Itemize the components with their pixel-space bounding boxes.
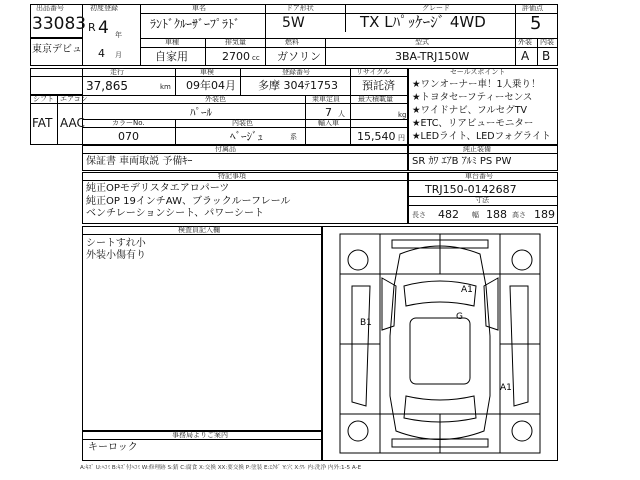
- chassis-value: TRJ150-0142687: [425, 183, 517, 196]
- fuel-label: 燃料: [285, 38, 299, 46]
- height-label: 高さ: [512, 211, 526, 219]
- grade: TX Lﾊﾟｯｹｰｼﾞ 4WD: [360, 13, 486, 31]
- ext-grade: A: [521, 49, 530, 63]
- divider: [345, 4, 346, 32]
- year-unit: 年: [115, 31, 122, 39]
- special-line: 純正OP 19インチAW、ブラックルーフレール: [86, 195, 291, 207]
- docs-title: 付属品: [215, 145, 236, 153]
- special-title: 特記事項: [218, 172, 246, 180]
- door: 5W: [282, 15, 305, 31]
- load-unit: kg: [398, 111, 407, 119]
- cc-unit: cc: [252, 54, 260, 62]
- first-reg-label: 初度登録: [90, 4, 118, 12]
- divider: [175, 119, 176, 145]
- chassis-title: 車台番号: [465, 172, 493, 180]
- capacity-unit: 人: [338, 110, 345, 118]
- inspection-label: 車検: [200, 68, 214, 76]
- left-side-view: [352, 286, 370, 406]
- mileage-label: 走行: [110, 68, 124, 76]
- length: 482: [438, 208, 459, 221]
- model-label: 型式: [415, 38, 429, 46]
- year: 4: [98, 18, 109, 38]
- divider: [140, 47, 515, 48]
- mileage-unit: km: [160, 83, 171, 91]
- shift-label: シフト: [33, 95, 54, 103]
- inspector-line: シートすれ小: [86, 238, 146, 249]
- car-name: ﾗﾝﾄﾞｸﾙｰｻﾞｰﾌﾟﾗﾄﾞ: [150, 17, 241, 31]
- special-line: 純正OPモデリスタエアロパーツ: [86, 183, 230, 194]
- color-no-label: カラーNo.: [112, 119, 145, 127]
- sales-point: ★トヨタセーフティーセンス: [412, 92, 533, 103]
- damage-mark: A1: [500, 383, 512, 393]
- divider: [205, 38, 206, 66]
- roof-panel: [410, 318, 470, 384]
- divider: [83, 127, 408, 128]
- price: 15,540: [357, 130, 396, 143]
- month-unit: 月: [115, 51, 122, 59]
- grade-label: グレード: [422, 4, 450, 12]
- debut: 東京デビュ: [32, 44, 82, 55]
- ext-color-label: 外装色: [205, 95, 226, 103]
- category: 自家用: [155, 50, 188, 63]
- plate: 多摩 304ﾃ1753: [258, 79, 338, 92]
- divider: [325, 38, 326, 66]
- wheel-front-right: [512, 250, 532, 270]
- footer-legend: A:ｷｽﾞ U:ﾍｺﾐ B:ｷｽﾞ付ﾍｺﾐ W:修理跡 S:錆 C:腐食 X:交換 XX:要交換 P:塗装 E:ｴｸﾎﾞ Y:穴 X:ﾜﾚ 内:洗浄 内外:1-5 A-E: [80, 465, 362, 471]
- month: 4: [98, 47, 105, 60]
- height: 189: [534, 208, 555, 221]
- category-label: 車種: [165, 38, 179, 46]
- int-color-unit: 系: [290, 133, 297, 141]
- divider: [408, 180, 558, 181]
- door-label: ドア形状: [286, 4, 314, 12]
- width-label: 幅: [472, 211, 479, 219]
- sales-points-list: [412, 78, 558, 143]
- right-side-view: [510, 286, 528, 406]
- score: 5: [530, 13, 542, 34]
- mileage: 37,865: [86, 79, 128, 93]
- docs-value: 保証書 車両取説 予備ｷｰ: [86, 156, 193, 167]
- lot-number: 33083: [32, 14, 87, 34]
- damage-mark: G: [456, 312, 463, 322]
- inspector-line: 外装小傷有り: [86, 250, 146, 261]
- sales-point: ★LEDライト、LEDフォグライト: [412, 131, 551, 142]
- sales-points-title: セールスポイント: [450, 68, 506, 76]
- inspector-title: 検査員記入欄: [178, 226, 220, 234]
- ac-label: エアコン: [60, 95, 88, 103]
- sales-point: ★ワイドナビ、フルセグTV: [412, 105, 528, 116]
- car-name-label: 車名: [192, 4, 206, 12]
- dims-title: 寸法: [475, 196, 489, 204]
- divider: [515, 47, 558, 48]
- wheel-rear-right: [512, 421, 532, 441]
- divider: [408, 153, 558, 154]
- displacement-label: 排気量: [225, 38, 246, 46]
- special-line: ベンチレーションシート、パワーシート: [86, 208, 265, 219]
- model: 3BA-TRJ150W: [395, 50, 470, 63]
- divider: [305, 95, 306, 145]
- damage-mark: A1: [461, 285, 473, 295]
- divider: [140, 38, 558, 39]
- color-no: 070: [118, 130, 139, 143]
- int-color-label: 内装色: [232, 119, 253, 127]
- recycle: 預託済: [362, 79, 395, 92]
- width: 188: [486, 208, 507, 221]
- ext-color: ﾊﾟｰﾙ: [190, 106, 212, 119]
- office-title: 事務局よりご案内: [172, 431, 228, 439]
- era: R: [88, 21, 96, 34]
- capacity: 7: [325, 106, 332, 119]
- divider: [82, 180, 408, 181]
- recycle-label: リサイクル: [356, 68, 391, 76]
- displacement: 2700: [222, 50, 250, 63]
- divider: [82, 439, 322, 440]
- damage-mark: B1: [360, 318, 372, 328]
- office-value: キーロック: [88, 442, 138, 453]
- int-color: ﾍﾞｰｼﾞｭ: [230, 130, 263, 143]
- sales-point: ★ETC、リアビューモニター: [412, 118, 534, 129]
- equipment-title: 純正装備: [463, 145, 491, 153]
- ac: AAC: [60, 116, 85, 130]
- sales-point: ★ワンオーナー車！1人乗り！: [412, 79, 541, 90]
- divider: [82, 153, 408, 154]
- wheel-front-left: [348, 250, 368, 270]
- divider: [175, 68, 176, 95]
- ext-label: 外装: [518, 38, 532, 46]
- import-label: 輸入車: [318, 119, 339, 127]
- divider: [82, 234, 322, 235]
- divider: [537, 38, 538, 66]
- special-lines: [86, 183, 290, 221]
- fuel: ガソリン: [277, 50, 321, 63]
- price-unit: 円: [398, 134, 405, 142]
- divider: [240, 68, 241, 95]
- car-diagram: [322, 226, 558, 461]
- score-label: 評価点: [522, 4, 543, 12]
- divider: [30, 103, 408, 104]
- equipment-value: SR ｶﾜ ｴｱB ｱﾙﾐ PS PW: [412, 156, 512, 167]
- wheel-rear-left: [348, 421, 368, 441]
- divider: [408, 205, 558, 206]
- int-label: 内装: [540, 38, 554, 46]
- inspector-lines: [86, 238, 146, 262]
- lot-label: 出品番号: [36, 4, 64, 12]
- int-grade: B: [542, 49, 551, 63]
- divider: [350, 68, 351, 145]
- shift: FAT: [32, 116, 53, 130]
- mileage-left-box: [30, 68, 83, 95]
- divider: [30, 76, 408, 77]
- length-label: 長さ: [412, 211, 426, 219]
- plate-label: 登録番号: [282, 68, 310, 76]
- capacity-label: 乗車定員: [312, 95, 340, 103]
- load-label: 最大積載量: [358, 95, 393, 103]
- inspection: 09年04月: [186, 79, 236, 92]
